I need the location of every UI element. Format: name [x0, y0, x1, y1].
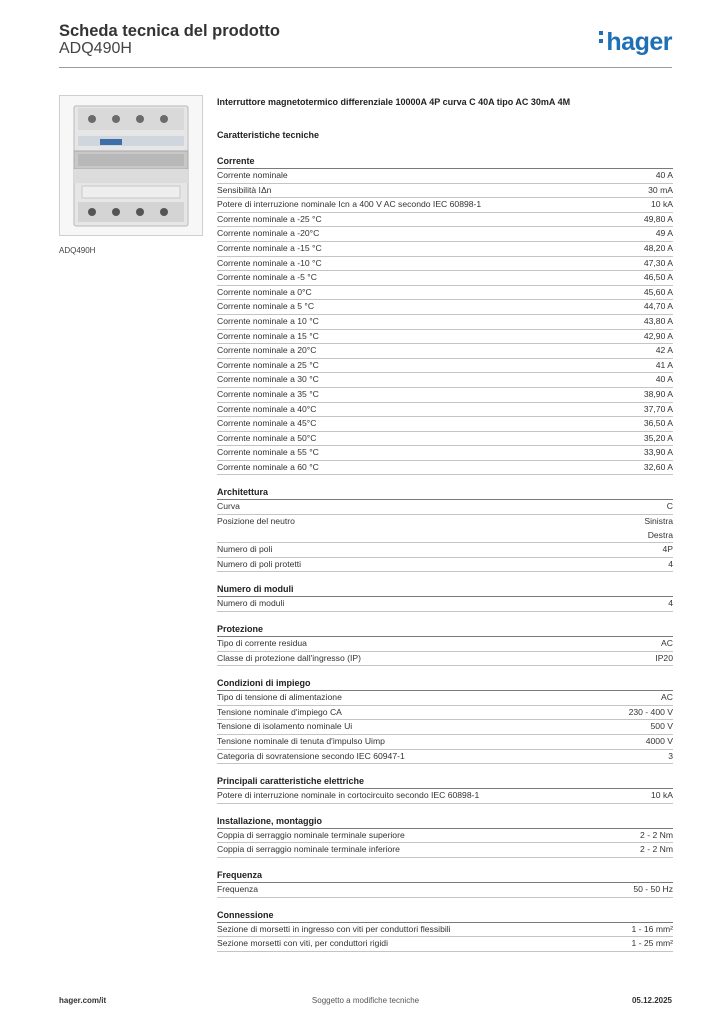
spec-value	[644, 271, 673, 285]
spec-value-line: 33,90 A	[643, 447, 673, 458]
spec-label: Potere di interruzione nominale Icn a 400 V AC secondo IEC 60898-1	[217, 199, 482, 210]
spec-value	[656, 359, 673, 373]
spec-row	[217, 330, 673, 345]
spec-value	[646, 735, 673, 749]
spec-value	[656, 227, 673, 241]
spec-label: Tensione nominale d'impiego CA	[217, 706, 342, 717]
characteristics-heading: Caratteristiche tecniche	[217, 130, 320, 140]
spec-row	[217, 403, 673, 418]
spec-row	[217, 417, 673, 432]
spec-row	[217, 242, 673, 257]
spec-value-line: 42 A	[655, 345, 673, 356]
spec-value-line: 42,90 A	[643, 330, 673, 341]
section-title: Protezione	[217, 623, 673, 637]
spec-value	[644, 515, 673, 542]
spec-label: Sezione di morsetti in ingresso con viti per conduttori flessibili	[217, 923, 451, 934]
spec-value-line: 30 mA	[648, 184, 673, 195]
spec-value	[644, 432, 673, 446]
spec-value	[644, 242, 673, 256]
spec-value	[631, 923, 673, 937]
spec-row	[217, 373, 673, 388]
spec-label: Tipo di tensione di alimentazione	[217, 692, 342, 703]
spec-row	[217, 735, 673, 750]
spec-value-line: 47,30 A	[643, 257, 673, 268]
section-title: Connessione	[217, 909, 673, 923]
section-title: Corrente	[217, 155, 673, 169]
spec-row	[217, 169, 673, 184]
spec-value-line: 45,60 A	[643, 286, 673, 297]
spec-value-line: Destra	[647, 529, 673, 540]
spec-value	[644, 330, 673, 344]
spec-value-line: 35,20 A	[643, 432, 673, 443]
spec-label: Frequenza	[217, 883, 259, 894]
spec-value-line: 4	[668, 598, 673, 609]
spec-value	[644, 315, 673, 329]
spec-value-line: 4P	[662, 544, 673, 555]
spec-label: Tipo di corrente residua	[217, 638, 307, 649]
logo-dots-icon	[599, 31, 604, 47]
spec-section	[217, 486, 673, 572]
spec-value	[640, 843, 673, 857]
spec-label: Corrente nominale a -15 °C	[217, 242, 322, 253]
spec-value-line: 10 kA	[651, 199, 673, 210]
product-description: Interruttore magnetotermico differenziale 10000A 4P curva C 40A tipo AC 30mA 4M	[217, 97, 571, 107]
spec-value-line: 500 V	[650, 721, 673, 732]
spec-value-line: 44,70 A	[643, 301, 673, 312]
spec-value	[644, 417, 673, 431]
spec-value	[655, 652, 673, 666]
spec-row	[217, 461, 673, 476]
spec-value-line: AC	[661, 638, 673, 649]
spec-label: Corrente nominale a 30 °C	[217, 374, 319, 385]
spec-value	[633, 883, 673, 897]
spec-value-line: 38,90 A	[643, 388, 673, 399]
spec-row	[217, 315, 673, 330]
spec-section	[217, 623, 673, 666]
spec-label: Corrente nominale a 20°C	[217, 345, 317, 356]
spec-label: Corrente nominale a -20°C	[217, 228, 320, 239]
spec-row	[217, 271, 673, 286]
spec-row	[217, 388, 673, 403]
spec-row	[217, 300, 673, 315]
spec-label: Corrente nominale a 10 °C	[217, 315, 319, 326]
section-title: Numero di moduli	[217, 583, 673, 597]
spec-row	[217, 500, 673, 515]
spec-label: Corrente nominale a 35 °C	[217, 388, 319, 399]
spec-row	[217, 597, 673, 612]
spec-value-line: C	[666, 501, 673, 512]
spec-value-line: 4	[668, 558, 673, 569]
spec-value-line: 48,20 A	[643, 242, 673, 253]
spec-label: Numero di moduli	[217, 598, 285, 609]
spec-value-line: 1 - 16 mm²	[631, 923, 673, 934]
spec-label: Corrente nominale a 55 °C	[217, 447, 319, 458]
spec-label: Corrente nominale a -25 °C	[217, 213, 322, 224]
spec-row	[217, 829, 673, 844]
section-title: Principali caratteristiche elettriche	[217, 775, 673, 789]
spec-section	[217, 155, 673, 475]
spec-label: Curva	[217, 501, 240, 512]
spec-label: Numero di poli	[217, 544, 273, 555]
section-title: Frequenza	[217, 869, 673, 883]
spec-label: Coppia di serraggio nominale terminale inferiore	[217, 844, 400, 855]
spec-value	[651, 789, 673, 803]
spec-row	[217, 843, 673, 858]
spec-label: Coppia di serraggio nominale terminale superiore	[217, 829, 405, 840]
spec-section	[217, 909, 673, 952]
spec-content	[217, 97, 673, 963]
spec-value	[644, 403, 673, 417]
spec-label: Numero di poli protetti	[217, 558, 302, 569]
section-title: Architettura	[217, 486, 673, 500]
circuit-breaker-illustration	[60, 96, 202, 235]
spec-value	[644, 257, 673, 271]
spec-sections	[217, 155, 673, 952]
spec-value-line: 2 - 2 Nm	[640, 844, 673, 855]
spec-label: Corrente nominale a 60 °C	[217, 461, 319, 472]
spec-row	[217, 543, 673, 558]
spec-section	[217, 583, 673, 612]
spec-row	[217, 198, 673, 213]
spec-value	[656, 344, 673, 358]
spec-row	[217, 359, 673, 374]
section-title: Installazione, montaggio	[217, 815, 673, 829]
spec-value	[656, 169, 673, 183]
product-code: ADQ490H	[59, 40, 132, 57]
spec-label: Potere di interruzione nominale in cortocircuito secondo IEC 60898-1	[217, 790, 480, 801]
spec-section	[217, 677, 673, 764]
spec-row	[217, 184, 673, 199]
spec-label: Corrente nominale a 25 °C	[217, 359, 319, 370]
spec-value-line: 3	[668, 750, 673, 761]
spec-row	[217, 637, 673, 652]
spec-value	[662, 543, 673, 557]
spec-value-line: 40 A	[655, 170, 673, 180]
spec-label: Tensione nominale di tenuta d'impulso Uimp	[217, 736, 385, 746]
spec-row	[217, 286, 673, 301]
spec-value	[631, 937, 673, 951]
spec-value-line: 49,80 A	[643, 213, 673, 224]
spec-value	[640, 829, 673, 843]
spec-row	[217, 344, 673, 359]
spec-label: Sensibilità IΔn	[217, 184, 272, 195]
spec-value-line: IP20	[655, 652, 673, 663]
spec-row	[217, 720, 673, 735]
spec-value-line: 4000 V	[645, 736, 673, 746]
footer-website: hager.com/it	[59, 996, 107, 1005]
spec-value	[656, 373, 673, 387]
footer-notice: Soggetto a modifiche tecniche	[311, 996, 420, 1005]
spec-value	[644, 446, 673, 460]
spec-row	[217, 257, 673, 272]
spec-value-line: 40 A	[655, 374, 673, 385]
spec-label: Corrente nominale	[217, 170, 288, 180]
document-title: Scheda tecnica del prodotto	[59, 22, 280, 40]
spec-row	[217, 789, 673, 804]
spec-label: Posizione del neutro	[217, 516, 295, 527]
spec-value	[668, 750, 673, 764]
spec-label: Corrente nominale a -10 °C	[217, 257, 322, 268]
spec-label: Corrente nominale a 5 °C	[217, 301, 315, 312]
spec-value	[644, 461, 673, 475]
product-image-caption: ADQ490H	[59, 246, 96, 255]
spec-row	[217, 750, 673, 765]
spec-value-line: 43,80 A	[643, 315, 673, 326]
spec-label: Corrente nominale a 40°C	[217, 403, 317, 414]
spec-row	[217, 706, 673, 721]
spec-value-line: 230 - 400 V	[628, 706, 673, 717]
spec-label: Corrente nominale a 15 °C	[217, 330, 319, 341]
footer-date: 05.12.2025	[631, 996, 672, 1005]
spec-value	[651, 198, 673, 212]
spec-value-line: AC	[661, 692, 673, 703]
spec-row	[217, 652, 673, 667]
spec-label: Corrente nominale a 45°C	[217, 418, 317, 429]
spec-row	[217, 691, 673, 706]
spec-label: Categoria di sovratensione secondo IEC 60947-1	[217, 750, 405, 761]
spec-value	[651, 720, 673, 734]
spec-row	[217, 883, 673, 898]
spec-label: Sezione morsetti con viti, per conduttori rigidi	[217, 938, 388, 949]
spec-value-line: 1 - 25 mm²	[631, 938, 673, 949]
spec-value-line: Sinistra	[644, 516, 673, 527]
spec-row	[217, 227, 673, 242]
spec-value	[668, 558, 673, 572]
hager-logo	[599, 28, 672, 57]
spec-value	[644, 286, 673, 300]
spec-row	[217, 432, 673, 447]
spec-label: Tensione di isolamento nominale Ui	[217, 721, 353, 732]
spec-label: Corrente nominale a -5 °C	[217, 272, 317, 283]
spec-value-line: 50 - 50 Hz	[633, 883, 673, 894]
page-header	[59, 22, 672, 58]
spec-row	[217, 937, 673, 952]
spec-value	[644, 213, 673, 227]
spec-value-line: 36,50 A	[643, 418, 673, 429]
spec-row	[217, 923, 673, 938]
spec-section	[217, 815, 673, 858]
spec-value-line: 32,60 A	[643, 461, 673, 472]
spec-value	[667, 500, 673, 514]
spec-section	[217, 869, 673, 898]
spec-value-line: 49 A	[655, 228, 673, 239]
header-divider	[59, 67, 672, 68]
spec-value-line: 41 A	[655, 359, 673, 370]
spec-value	[644, 300, 673, 314]
spec-value	[629, 706, 673, 720]
spec-row	[217, 213, 673, 228]
spec-label: Classe di protezione dall'ingresso (IP)	[217, 652, 361, 663]
spec-value-line: 2 - 2 Nm	[640, 829, 673, 840]
spec-value	[661, 691, 673, 705]
logo-text: hager	[606, 28, 672, 56]
spec-value-line: 46,50 A	[643, 272, 673, 283]
product-image	[59, 95, 203, 236]
spec-section	[217, 775, 673, 804]
spec-value	[661, 637, 673, 651]
spec-row	[217, 558, 673, 573]
spec-value	[644, 388, 673, 402]
spec-row	[217, 515, 673, 543]
spec-value	[668, 597, 673, 611]
spec-value	[648, 184, 673, 198]
section-title: Condizioni di impiego	[217, 677, 673, 691]
spec-label: Corrente nominale a 0°C	[217, 286, 312, 297]
spec-label: Corrente nominale a 50°C	[217, 432, 317, 443]
spec-value-line: 37,70 A	[643, 403, 673, 414]
spec-value-line: 10 kA	[651, 790, 673, 801]
spec-row	[217, 446, 673, 461]
